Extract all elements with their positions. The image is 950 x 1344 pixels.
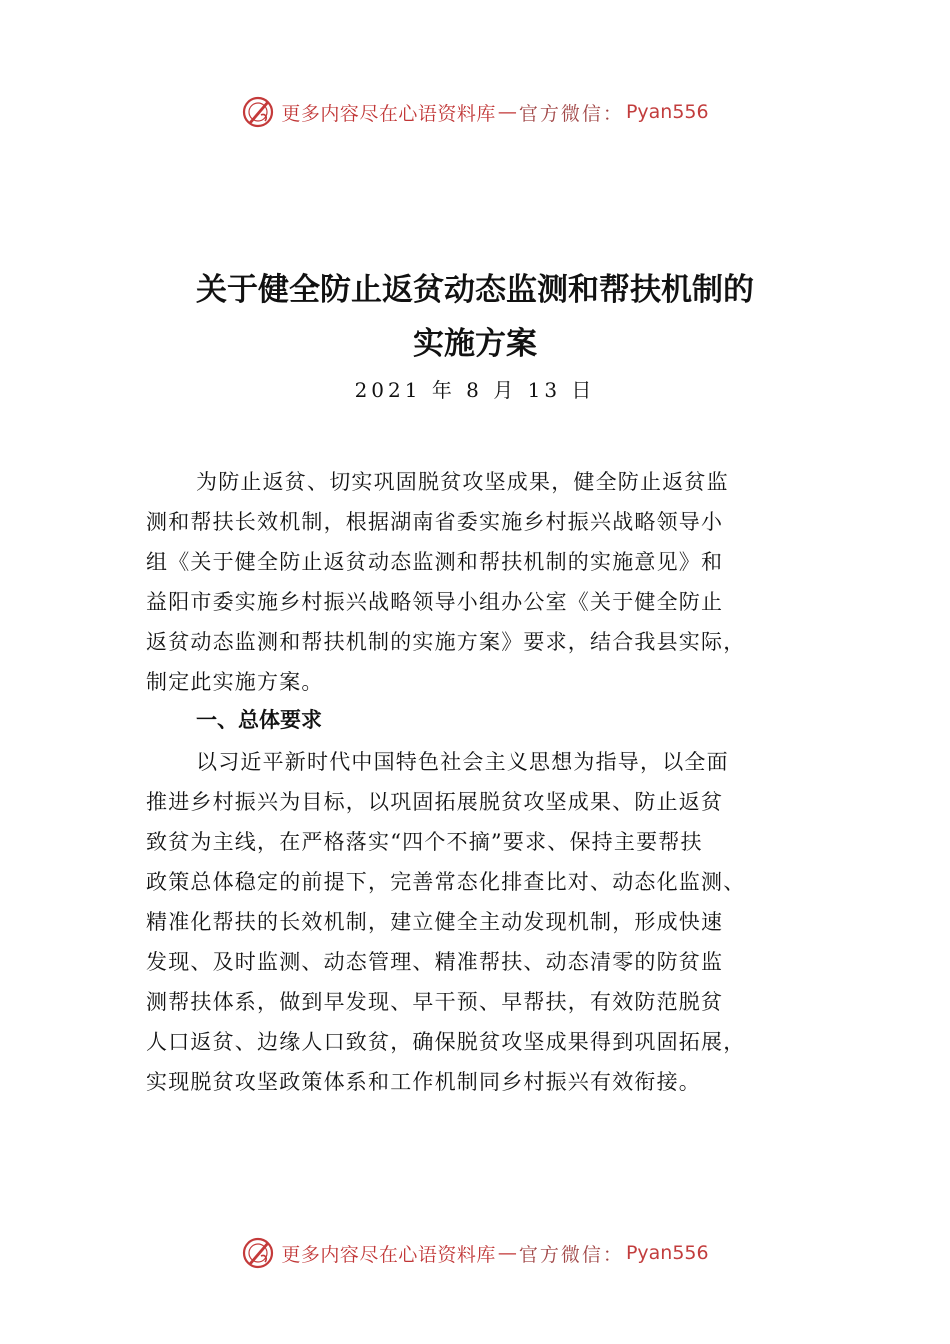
footer-watermark	[0, 1233, 950, 1273]
paragraph-line: 推进乡村振兴为目标，以巩固拓展脱贫攻坚成果、防止返贫	[146, 790, 724, 814]
watermark-wechat-id: Pyan556	[625, 101, 709, 123]
paragraph-line: 致贫为主线，在严格落实“四个不摘”要求、保持主要帮扶	[146, 830, 703, 854]
section-heading-general-requirements: 一、总体要求	[196, 708, 322, 732]
paragraph-line: 测和帮扶长效机制，根据湖南省委实施乡村振兴战略领导小	[146, 510, 724, 534]
document-date: 2021 年 8 月 13 日	[354, 378, 596, 402]
paragraph-line: 政策总体稳定的前提下，完善常态化排查比对、动态化监测、	[146, 870, 746, 894]
library-logo-icon	[241, 95, 275, 129]
paragraph-line: 精准化帮扶的长效机制，建立健全主动发现机制，形成快速	[146, 910, 724, 934]
paragraph-line: 人口返贫、边缘人口致贫，确保脱贫攻坚成果得到巩固拓展，	[146, 1030, 746, 1054]
document-title-line1: 关于健全防止返贫动态监测和帮扶机制的	[196, 272, 754, 308]
watermark-official-label: 官方微信：	[518, 102, 624, 125]
paragraph-line: 制定此实施方案。	[146, 670, 324, 694]
general-requirements-paragraph	[146, 742, 808, 1102]
watermark-separator: —	[497, 1242, 517, 1264]
intro-paragraph	[146, 462, 808, 702]
watermark-separator: —	[497, 101, 517, 123]
paragraph-line: 测帮扶体系，做到早发现、早干预、早帮扶，有效防范脱贫	[146, 990, 724, 1014]
paragraph-line: 益阳市委实施乡村振兴战略领导小组办公室《关于健全防止	[146, 590, 724, 614]
paragraph-line: 返贫动态监测和帮扶机制的实施方案》要求，结合我县实际，	[146, 630, 746, 654]
watermark-wechat-id: Pyan556	[625, 1242, 709, 1264]
paragraph-line: 组《关于健全防止返贫动态监测和帮扶机制的实施意见》和	[146, 550, 724, 574]
watermark-library-text: 更多内容尽在心语资料库	[281, 102, 496, 125]
watermark-official-label: 官方微信：	[518, 1243, 624, 1266]
paragraph-line: 以习近平新时代中国特色社会主义思想为指导，以全面	[196, 750, 729, 774]
paragraph-line: 实现脱贫攻坚政策体系和工作机制同乡村振兴有效衔接。	[146, 1070, 701, 1094]
paragraph-line: 为防止返贫、切实巩固脱贫攻坚成果，健全防止返贫监	[196, 470, 729, 494]
library-logo-icon	[241, 1236, 275, 1270]
header-watermark	[0, 92, 950, 132]
watermark-library-text: 更多内容尽在心语资料库	[281, 1243, 496, 1266]
paragraph-line: 发现、及时监测、动态管理、精准帮扶、动态清零的防贫监	[146, 950, 724, 974]
document-title-line2: 实施方案	[413, 326, 537, 362]
